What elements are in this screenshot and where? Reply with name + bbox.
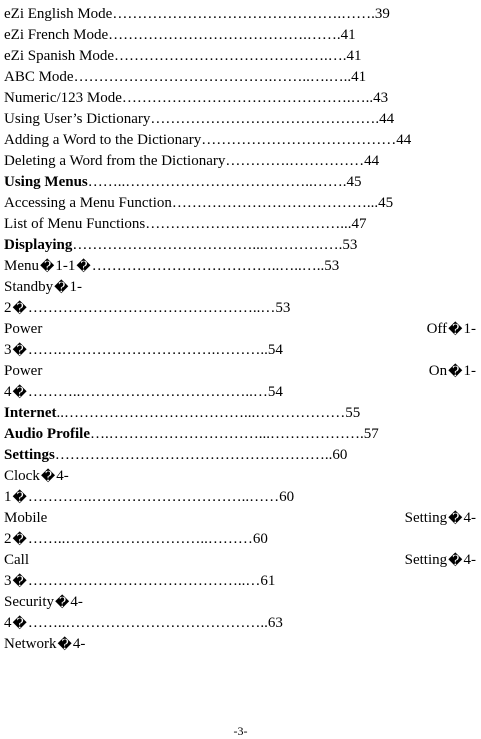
toc-leader-dots: ….…………………………...……………….: [89, 426, 364, 442]
toc-page-number: 60: [332, 447, 348, 463]
toc-entry: [4, 46, 476, 67]
toc-entry: [4, 361, 476, 382]
toc-entry: [4, 25, 476, 46]
toc-leader-dots: …….………………………….………..: [27, 342, 268, 358]
toc-entry-title: 3�: [4, 342, 27, 359]
toc-page-number: 41: [351, 69, 367, 85]
replacement-char-icon: �: [448, 365, 463, 380]
toc-page-number: 41: [346, 48, 362, 64]
toc-entry-title: Numeric/123 Mode: [4, 90, 122, 106]
toc-entry-title: Menu�1-1�: [4, 258, 91, 275]
toc-entry-title: Clock�4-: [4, 468, 69, 485]
toc-leader-dots: ………….…………………………..……: [27, 489, 280, 505]
replacement-char-icon: �: [55, 596, 70, 611]
toc-page-number: 44: [364, 153, 380, 169]
toc-entry: [4, 571, 476, 592]
toc-page-number: 57: [363, 426, 379, 442]
toc-page-number: 43: [373, 90, 389, 106]
toc-entry: [4, 172, 476, 193]
toc-entry-title: eZi English Mode: [4, 6, 113, 22]
toc-entry-title: 1�: [4, 489, 27, 506]
toc-entry: [4, 403, 476, 424]
toc-page-number: 45: [378, 195, 394, 211]
toc-entry-title: Audio Profile: [4, 426, 90, 442]
toc-leader-dots: ..………………………………...………………: [56, 405, 346, 421]
toc-entry-title: 2�: [4, 531, 27, 548]
toc-entry: [4, 235, 476, 256]
toc-entry-title: Network�4-: [4, 636, 86, 653]
toc-entry-title: Displaying: [4, 237, 73, 253]
toc-entry: [4, 109, 476, 130]
toc-entry: [4, 130, 476, 151]
replacement-char-icon: �: [40, 470, 56, 485]
toc-leader-dots: ……………………………………….…….: [112, 6, 375, 22]
toc-entry-title: 3�: [4, 573, 27, 590]
toc-leader-dots: ……………………………………..…: [27, 573, 261, 589]
replacement-char-icon: �: [57, 638, 72, 653]
replacement-char-icon: �: [12, 344, 27, 359]
toc-entry: [4, 466, 476, 487]
toc-page-number: 44: [379, 111, 395, 127]
toc-page-number: 53: [324, 258, 340, 274]
toc-entry: [4, 277, 476, 298]
toc-leader-dots: …………………………………...: [145, 216, 352, 232]
toc-page-number: 44: [396, 132, 412, 148]
toc-page-number: 47: [351, 216, 367, 232]
toc-entry-title: eZi Spanish Mode: [4, 48, 114, 64]
toc-page-number: 60: [279, 489, 295, 505]
replacement-char-icon: �: [76, 260, 91, 275]
toc-leader-dots: ………………………………….……..….…..: [73, 69, 352, 85]
toc-leader-dots: …………………………………….….: [114, 48, 347, 64]
toc-page-number: 63: [267, 615, 283, 631]
toc-entry-title: Accessing a Menu Function: [4, 195, 172, 211]
toc-entry: [4, 508, 476, 529]
toc-leader-dots: ………………………………………..…: [27, 300, 276, 316]
toc-page-number: 53: [275, 300, 291, 316]
table-of-contents: [4, 4, 476, 655]
toc-entry: [4, 298, 476, 319]
toc-leader-dots: ………………………………………………..: [54, 447, 333, 463]
toc-entry-title: Using User’s Dictionary: [4, 111, 151, 127]
toc-entry-title: Internet: [4, 405, 57, 421]
toc-leader-dots: …………………………………: [201, 132, 397, 148]
toc-entry-title: 4�: [4, 384, 27, 401]
toc-entry-right: Setting�4-: [404, 510, 476, 527]
toc-entry-right: Setting�4-: [404, 552, 476, 569]
toc-entry: [4, 487, 476, 508]
toc-entry: [4, 67, 476, 88]
toc-leader-dots: ………..……………………………..…: [27, 384, 268, 400]
toc-page-number: 55: [345, 405, 361, 421]
toc-entry: [4, 382, 476, 403]
toc-page-number: 39: [374, 6, 390, 22]
replacement-char-icon: �: [12, 617, 27, 632]
toc-entry: [4, 445, 476, 466]
replacement-char-icon: �: [448, 323, 463, 338]
toc-entry: [4, 4, 476, 25]
toc-entry-title: 2�: [4, 300, 27, 317]
toc-entry: [4, 424, 476, 445]
toc-page-number: 60: [252, 531, 268, 547]
toc-leader-dots: ………………………………….…….: [108, 27, 341, 43]
toc-entry: [4, 151, 476, 172]
toc-entry: [4, 634, 476, 655]
replacement-char-icon: �: [12, 533, 27, 548]
toc-leader-dots: ……..………………………..………: [27, 531, 253, 547]
page-number: -3-: [233, 724, 248, 738]
toc-entry: [4, 340, 476, 361]
replacement-char-icon: �: [12, 575, 27, 590]
toc-page-number: 54: [267, 342, 283, 358]
replacement-char-icon: �: [54, 281, 69, 296]
toc-page-number: 53: [342, 237, 358, 253]
toc-entry-title: Using Menus: [4, 174, 88, 190]
toc-entry: [4, 529, 476, 550]
toc-page-number: 45: [346, 174, 362, 190]
toc-entry: [4, 550, 476, 571]
toc-leader-dots: ……..………………………………..…….: [87, 174, 347, 190]
toc-entry: [4, 613, 476, 634]
toc-leader-dots: ……..…………………………………..: [27, 615, 268, 631]
toc-page-number: 61: [260, 573, 276, 589]
replacement-char-icon: �: [40, 260, 55, 275]
replacement-char-icon: �: [12, 491, 27, 506]
toc-entry-title: Standby�1-: [4, 279, 83, 296]
toc-entry-title: List of Menu Functions: [4, 216, 146, 232]
toc-entry-left: Power: [4, 363, 43, 379]
toc-entry-title: ABC Mode: [4, 69, 74, 85]
toc-entry-title: Deleting a Word from the Dictionary: [4, 153, 226, 169]
toc-entry: [4, 193, 476, 214]
replacement-char-icon: �: [448, 554, 463, 569]
toc-entry-title: Security�4-: [4, 594, 83, 611]
toc-entry: [4, 214, 476, 235]
toc-entry: [4, 256, 476, 277]
toc-leader-dots: ………………………………..…..…..: [91, 258, 325, 274]
toc-leader-dots: ………………………………...…………….: [72, 237, 343, 253]
toc-entry-title: 4�: [4, 615, 27, 632]
toc-entry-right: Off�1-: [426, 321, 476, 338]
replacement-char-icon: �: [448, 512, 463, 527]
toc-leader-dots: ……………………………………….…..: [121, 90, 374, 106]
toc-leader-dots: ………….……………: [225, 153, 365, 169]
toc-page-number: 54: [267, 384, 283, 400]
toc-entry: [4, 319, 476, 340]
toc-page-number: 41: [340, 27, 356, 43]
toc-entry-left: Call: [4, 552, 29, 568]
toc-entry-title: Adding a Word to the Dictionary: [4, 132, 202, 148]
toc-entry-left: Power: [4, 321, 43, 337]
toc-entry-title: Settings: [4, 447, 55, 463]
replacement-char-icon: �: [12, 302, 27, 317]
toc-entry-right: On�1-: [428, 363, 476, 380]
toc-entry: [4, 88, 476, 109]
toc-entry-left: Mobile: [4, 510, 48, 526]
toc-entry: [4, 592, 476, 613]
toc-leader-dots: …………………………………...: [171, 195, 379, 211]
replacement-char-icon: �: [12, 386, 27, 401]
toc-entry-title: eZi French Mode: [4, 27, 109, 43]
toc-leader-dots: ……………………………………….: [150, 111, 380, 127]
